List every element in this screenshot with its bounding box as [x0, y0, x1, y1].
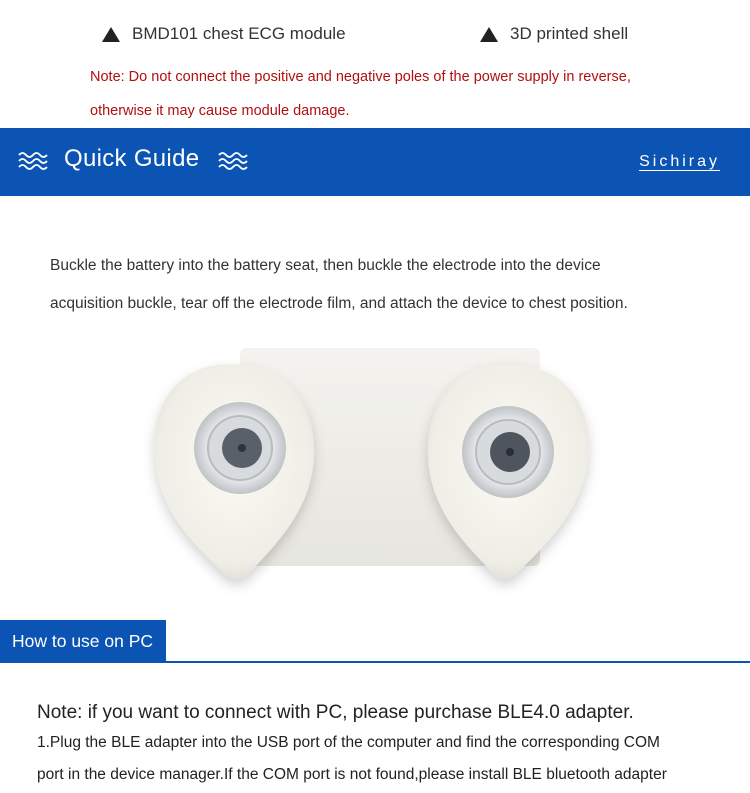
- step-text: 1.Plug the BLE adapter into the USB port of the computer and find the corresponding COM: [37, 734, 660, 751]
- component-item: [480, 24, 628, 44]
- warning-note: otherwise it may cause module damage.: [90, 103, 350, 119]
- pc-note: Note: if you want to connect with PC, please purchase BLE4.0 adapter.: [37, 702, 634, 723]
- component-list: [0, 24, 750, 50]
- step-text: port in the device manager.If the COM port is not found,please install BLE bluetooth adapter: [37, 766, 667, 783]
- electrode-photo: [130, 336, 610, 616]
- component-label: BMD101 chest ECG module: [132, 24, 346, 43]
- instruction-text: acquisition buckle, tear off the electrode film, and attach the device to chest position.: [50, 295, 628, 312]
- wave-icon: [18, 151, 48, 171]
- triangle-icon: [480, 27, 498, 42]
- component-item: [102, 24, 346, 44]
- warning-note: Note: Do not connect the positive and negative poles of the power supply in reverse,: [90, 69, 631, 85]
- component-label: 3D printed shell: [510, 24, 629, 43]
- brand-link[interactable]: Sichiray: [639, 153, 720, 170]
- instruction-text: Buckle the battery into the battery seat, then buckle the electrode into the device: [50, 257, 601, 274]
- quick-guide-banner: [0, 128, 750, 196]
- wave-icon: [218, 151, 248, 171]
- section-header: [0, 620, 166, 663]
- section-title: How to use on PC: [12, 631, 154, 651]
- banner-title: Quick Guide: [64, 145, 200, 172]
- triangle-icon: [102, 27, 120, 42]
